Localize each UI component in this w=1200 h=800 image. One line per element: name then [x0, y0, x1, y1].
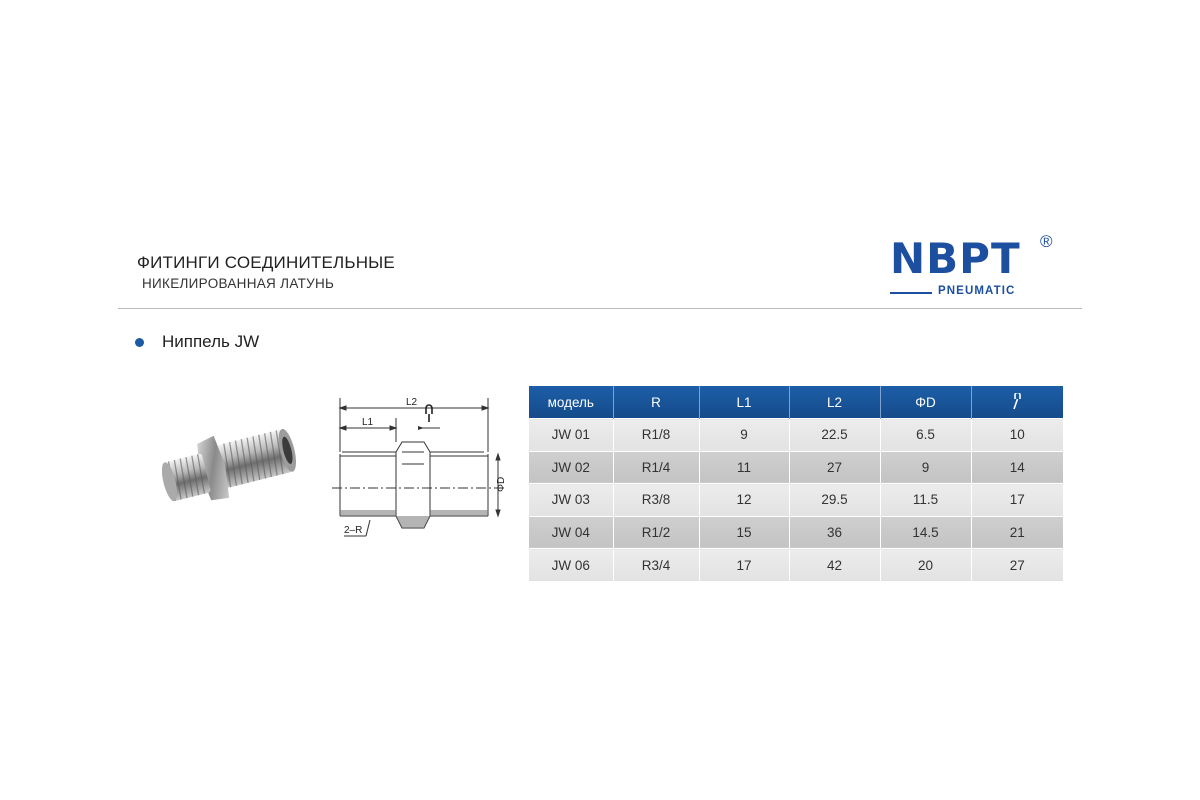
section-heading: Ниппель JW: [162, 332, 260, 351]
table-row: [529, 451, 1063, 484]
thread-label: 2–R: [344, 525, 363, 536]
cell-r: R1/4: [613, 451, 699, 484]
brand-logo: [890, 232, 1070, 302]
table-header-row: [529, 386, 1063, 419]
cell-wrench-size: 14: [971, 451, 1063, 484]
col-header-r: R: [613, 386, 699, 419]
cell-model: JW 03: [529, 484, 613, 517]
cell-l1: 17: [699, 549, 789, 581]
col-header-l1: L1: [699, 386, 789, 419]
col-header-wrench: [971, 386, 1063, 419]
registered-mark: ®: [1040, 232, 1053, 251]
catalog-title: ФИТИНГИ СОЕДИНИТЕЛЬНЫЕ: [137, 253, 395, 272]
table-row: [529, 516, 1063, 549]
cell-l1: 12: [699, 484, 789, 517]
cell-diameter: 20: [880, 549, 971, 581]
cell-model: JW 06: [529, 549, 613, 581]
technical-drawing: [326, 392, 516, 542]
dim-l1-label: L1: [362, 417, 374, 428]
cell-r: R1/8: [613, 419, 699, 452]
product-photo: [162, 428, 307, 523]
logo-wordmark: NBPT: [890, 234, 1021, 283]
cell-diameter: 14.5: [880, 516, 971, 549]
cell-wrench-size: 27: [971, 549, 1063, 581]
cell-r: R3/8: [613, 484, 699, 517]
dim-l2-label: L2: [406, 397, 418, 408]
col-header-diameter: ΦD: [880, 386, 971, 419]
col-header-l2: L2: [789, 386, 880, 419]
cell-l1: 15: [699, 516, 789, 549]
cell-model: JW 04: [529, 516, 613, 549]
cell-diameter: 9: [880, 451, 971, 484]
cell-diameter: 11.5: [880, 484, 971, 517]
cell-l2: 27: [789, 451, 880, 484]
dim-diameter-label: ΦD: [496, 476, 507, 492]
cell-l2: 29.5: [789, 484, 880, 517]
logo-underline: [890, 292, 932, 294]
header-divider: [118, 308, 1082, 309]
cell-wrench-size: 21: [971, 516, 1063, 549]
table-row: [529, 484, 1063, 517]
spec-table: [529, 386, 1063, 581]
logo-tagline: PNEUMATIC: [938, 285, 1016, 297]
cell-model: JW 01: [529, 419, 613, 452]
cell-diameter: 6.5: [880, 419, 971, 452]
cell-l2: 42: [789, 549, 880, 581]
table-row: [529, 419, 1063, 452]
col-header-model: модель: [529, 386, 613, 419]
cell-wrench-size: 17: [971, 484, 1063, 517]
cell-r: R3/4: [613, 549, 699, 581]
wrench-icon: [1010, 393, 1024, 411]
cell-l2: 36: [789, 516, 880, 549]
cell-l1: 11: [699, 451, 789, 484]
cell-model: JW 02: [529, 451, 613, 484]
cell-l1: 9: [699, 419, 789, 452]
catalog-subtitle: НИКЕЛИРОВАННАЯ ЛАТУНЬ: [142, 276, 335, 291]
table-row: [529, 549, 1063, 581]
cell-r: R1/2: [613, 516, 699, 549]
cell-l2: 22.5: [789, 419, 880, 452]
cell-wrench-size: 10: [971, 419, 1063, 452]
bullet-icon: [135, 338, 144, 347]
